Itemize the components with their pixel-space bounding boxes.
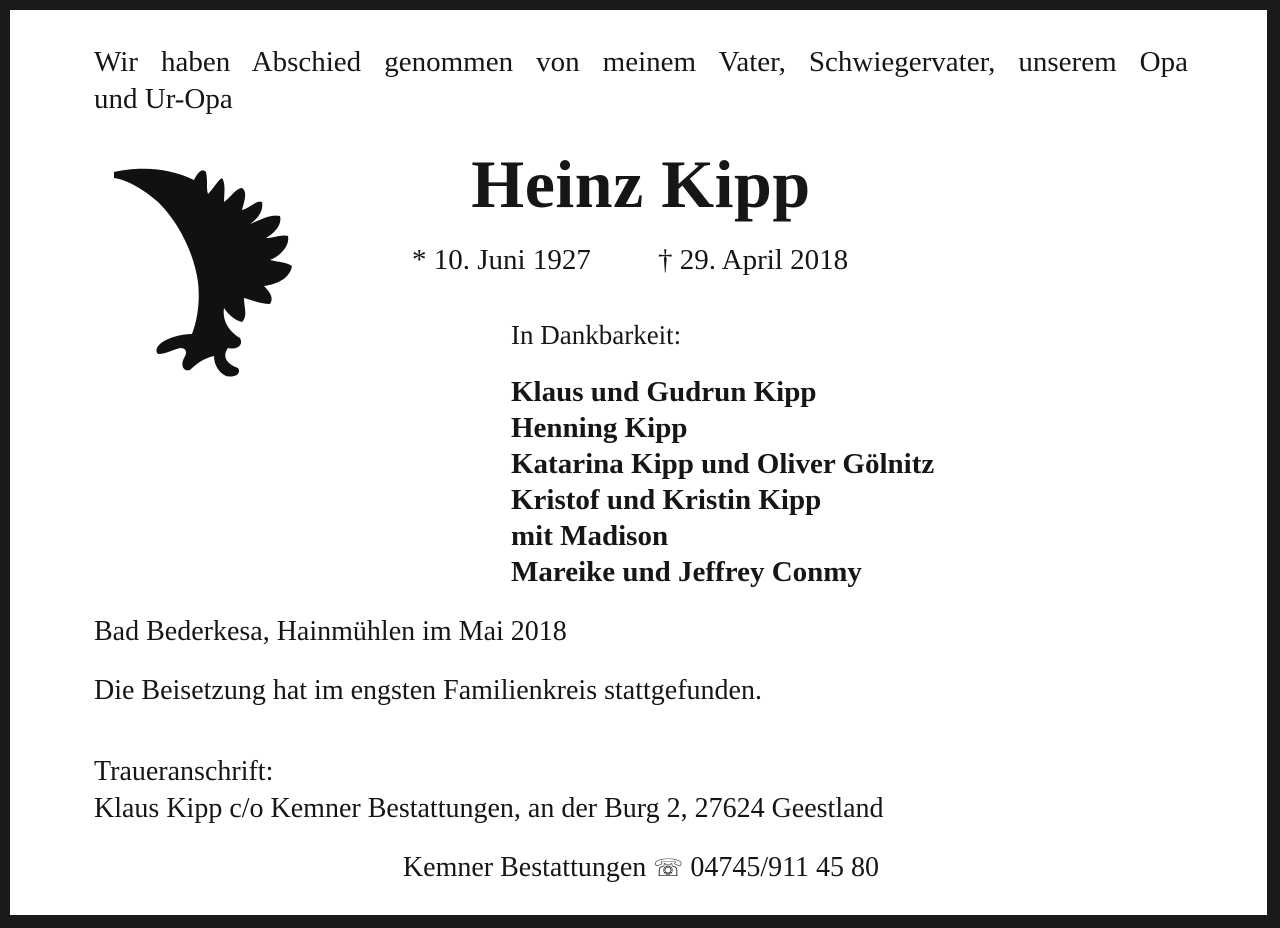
family-member: Kristof und Kristin Kipp — [511, 484, 822, 516]
intro-line-2: und Ur-Opa — [94, 83, 233, 115]
address-line: Klaus Kipp c/o Kemner Bestattungen, an der Burg 2, 27624 Geestland — [94, 793, 884, 824]
intro-line-1: Wir haben Abschied genommen von meinem Vater, Schwiegervater, unserem Opa — [94, 46, 1188, 78]
intro-text — [94, 44, 1188, 118]
family-member: mit Madison — [511, 520, 669, 552]
thanks-label: In Dankbarkeit: — [511, 320, 682, 350]
address-label: Traueranschrift: — [94, 756, 274, 787]
funeral-home-name: Kemner Bestattungen — [402, 852, 647, 883]
death-date: † 29. April 2018 — [658, 244, 849, 276]
telephone-icon: ☏ — [653, 854, 684, 882]
funeral-home-phone: 04745/911 45 80 — [690, 852, 880, 883]
place-date: Bad Bederkesa, Hainmühlen im Mai 2018 — [94, 616, 567, 647]
obituary-notice — [10, 10, 1267, 915]
deceased-name: Heinz Kipp — [471, 146, 811, 222]
family-member: Mareike und Jeffrey Conmy — [511, 556, 862, 588]
family-member: Klaus und Gudrun Kipp — [511, 376, 817, 408]
family-member: Henning Kipp — [511, 412, 688, 444]
funeral-home-footer — [10, 852, 1272, 884]
family-list — [511, 374, 934, 590]
birth-date: * 10. Juni 1927 — [412, 244, 591, 276]
burial-note: Die Beisetzung hat im engsten Familienkreis stattgefunden. — [94, 675, 762, 706]
family-member: Katarina Kipp und Oliver Gölnitz — [511, 448, 935, 480]
